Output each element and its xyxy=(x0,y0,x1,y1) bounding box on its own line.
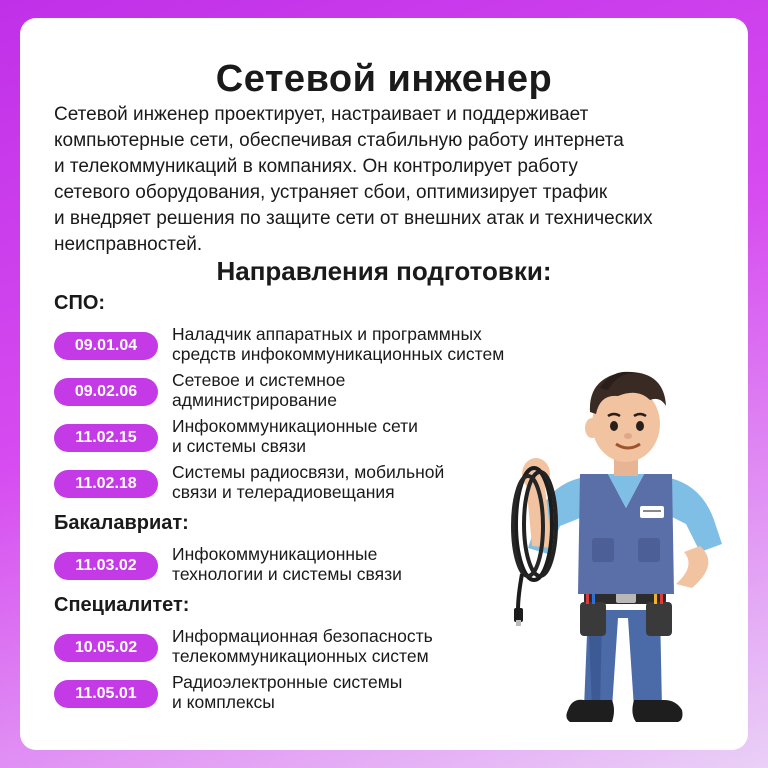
program-code-badge: 11.03.02 xyxy=(54,552,158,580)
program-name-line: Сетевое и системное xyxy=(172,370,346,390)
group-label-specialist: Специалитет: xyxy=(54,594,190,616)
program-name-line: Системы радиосвязи, мобильной xyxy=(172,462,445,482)
program-name-line: Наладчик аппаратных и программных xyxy=(172,324,482,344)
program-item xyxy=(54,626,534,672)
intro-line: и телекоммуникаций в компаниях. Он контролирует работу xyxy=(54,156,578,177)
program-name-line: связи и телерадиовещания xyxy=(172,482,395,502)
program-name-line: средств инфокоммуникационных систем xyxy=(172,344,505,364)
program-item xyxy=(54,370,534,416)
intro-line: Сетевой инженер проектирует, настраивает и поддерживает xyxy=(54,104,589,125)
page-title: Сетевой инженер xyxy=(215,58,553,100)
intro-paragraph xyxy=(54,102,724,258)
program-name-line: Радиоэлектронные системы xyxy=(172,672,403,692)
program-name-line: и комплексы xyxy=(172,692,275,712)
intro-line: неисправностей. xyxy=(54,234,203,255)
group-label-spo: СПО: xyxy=(54,292,106,314)
program-name-line: Инфокоммуникационные xyxy=(172,544,378,564)
program-code-badge: 11.02.15 xyxy=(54,424,158,452)
program-code-badge: 11.05.01 xyxy=(54,680,158,708)
program-item xyxy=(54,416,534,462)
intro-line: сетевого оборудования, устраняет сбои, оптимизирует трафик xyxy=(54,182,608,203)
program-name-line: технологии и системы связи xyxy=(172,564,402,584)
program-name-line: телекоммуникационных систем xyxy=(172,646,429,666)
program-name-line: Информационная безопасность xyxy=(172,626,433,646)
program-code-badge: 09.01.04 xyxy=(54,332,158,360)
intro-line: компьютерные сети, обеспечивая стабильную работу интернета xyxy=(54,130,624,151)
program-item xyxy=(54,544,534,590)
program-item xyxy=(54,324,534,370)
program-code-badge: 09.02.06 xyxy=(54,378,158,406)
program-name-line: администрирование xyxy=(172,390,337,410)
engineer-illustration xyxy=(488,348,748,732)
program-item xyxy=(54,672,534,718)
intro-line: и внедряет решения по защите сети от внешних атак и технических xyxy=(54,208,653,229)
program-item xyxy=(54,462,534,508)
program-name-line: Инфокоммуникационные сети xyxy=(172,416,418,436)
program-code-badge: 11.02.18 xyxy=(54,470,158,498)
program-name-line: и системы связи xyxy=(172,436,307,456)
program-code-badge: 10.05.02 xyxy=(54,634,158,662)
section-title: Направления подготовки: xyxy=(216,256,552,286)
group-label-bachelor: Бакалавриат: xyxy=(54,512,189,534)
